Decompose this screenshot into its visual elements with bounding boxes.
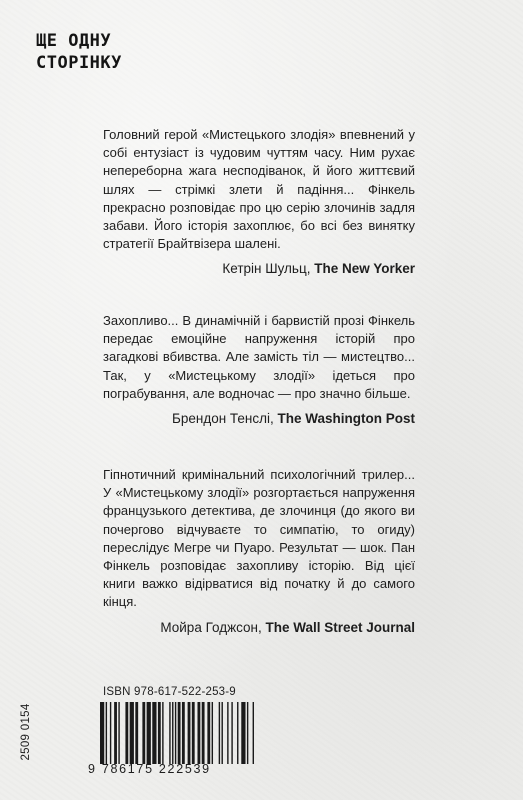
barcode-bar — [142, 702, 145, 764]
barcode-bar — [125, 702, 128, 764]
barcode-bar — [253, 702, 254, 764]
barcode-bar — [237, 702, 238, 764]
review-author-name: Кетрін Шульц, — [222, 261, 315, 277]
review-author — [103, 261, 415, 276]
review-new-yorker — [103, 126, 415, 276]
barcode-bar — [231, 702, 232, 764]
review-source: The Washington Post — [277, 411, 415, 427]
review-author — [103, 411, 415, 426]
barcode-bar — [182, 702, 185, 764]
barcode-bar — [202, 702, 205, 764]
barcode-bar — [162, 702, 163, 764]
barcode-bar — [247, 702, 248, 764]
barcode-bar — [219, 702, 220, 764]
barcode-bar — [241, 702, 245, 764]
review-text: Головний герой «Мистецького злодія» впевнений у собі ентузіаст із чудовим чуттям часу. Ним рухає непереборна жага несподіванок, й його життєвий шлях — стрімкі злети й падіння... Фінкель прекрасно розповідає про цю серію злочинів задля забави. Його історія захоплює, бо всі без винятку стратегії Брайтвізера шалені. — [103, 127, 415, 252]
barcode-bar — [192, 702, 195, 764]
barcode-bar — [152, 702, 156, 764]
review-source: The Wall Street Journal — [265, 619, 415, 635]
review-text: Гіпнотичний кримінальний психологічний трилер... У «Мистецькому злодії» розгортається напруження французького детектива, де злочинця (до якого ви почергово відчуваєте то симпатію, то огиду) переслідує Мегре чи Пуаро. Результат — шок. Пан Фінкель розповідає захопливу історію. Від цієї книги важко відірватися від початку й до самого кінця. — [103, 467, 415, 610]
review-wall-street-journal — [103, 466, 415, 635]
logo-line-1: ЩЕ ОДНУ — [36, 31, 112, 51]
barcode-bar — [197, 702, 200, 764]
barcode-bar — [118, 702, 119, 764]
barcode-bar — [175, 702, 176, 764]
review-washington-post — [103, 312, 415, 426]
barcode-bar — [158, 702, 161, 764]
barcode-bar — [188, 702, 191, 764]
barcode-bar — [135, 702, 138, 764]
vertical-code-text: 2509 0154 — [20, 703, 32, 761]
isbn-text: ISBN 978-617-522-253-9 — [103, 686, 236, 698]
barcode-bar — [114, 702, 117, 764]
barcode-bar — [227, 702, 228, 764]
publisher-logo — [36, 30, 122, 74]
logo-line-2: СТОРІНКУ — [36, 53, 122, 73]
barcode-bar — [212, 702, 213, 764]
barcode-digits: 9 786175 222539 — [88, 762, 211, 776]
barcode-bars — [100, 702, 254, 764]
review-author — [103, 620, 415, 635]
review-source: The New Yorker — [314, 261, 415, 277]
barcode-bar — [130, 702, 134, 764]
vertical-code — [18, 684, 34, 780]
barcode-bar — [106, 702, 107, 764]
barcode-bar — [169, 702, 170, 764]
barcode-bar — [172, 702, 173, 764]
barcode-bar — [222, 702, 223, 764]
barcode-bar — [147, 702, 151, 764]
review-author-name: Брендон Тенслі, — [171, 411, 278, 427]
review-text: Захопливо... В динамічній і барвистій прозі Фінкель передає емоційне напруження історій про загадкові вбивства. Але замість тіл — мистецтво... Так, у «Мистецькому злодії» ідеться про пограбування, але водночас — про значно більше. — [103, 313, 415, 401]
barcode-bar — [178, 702, 181, 764]
barcode-bar — [110, 702, 111, 764]
barcode-bar — [100, 702, 104, 764]
review-author-name: Мойра Годжсон, — [160, 619, 266, 635]
barcode-block — [18, 684, 318, 780]
barcode-bar — [207, 702, 210, 764]
